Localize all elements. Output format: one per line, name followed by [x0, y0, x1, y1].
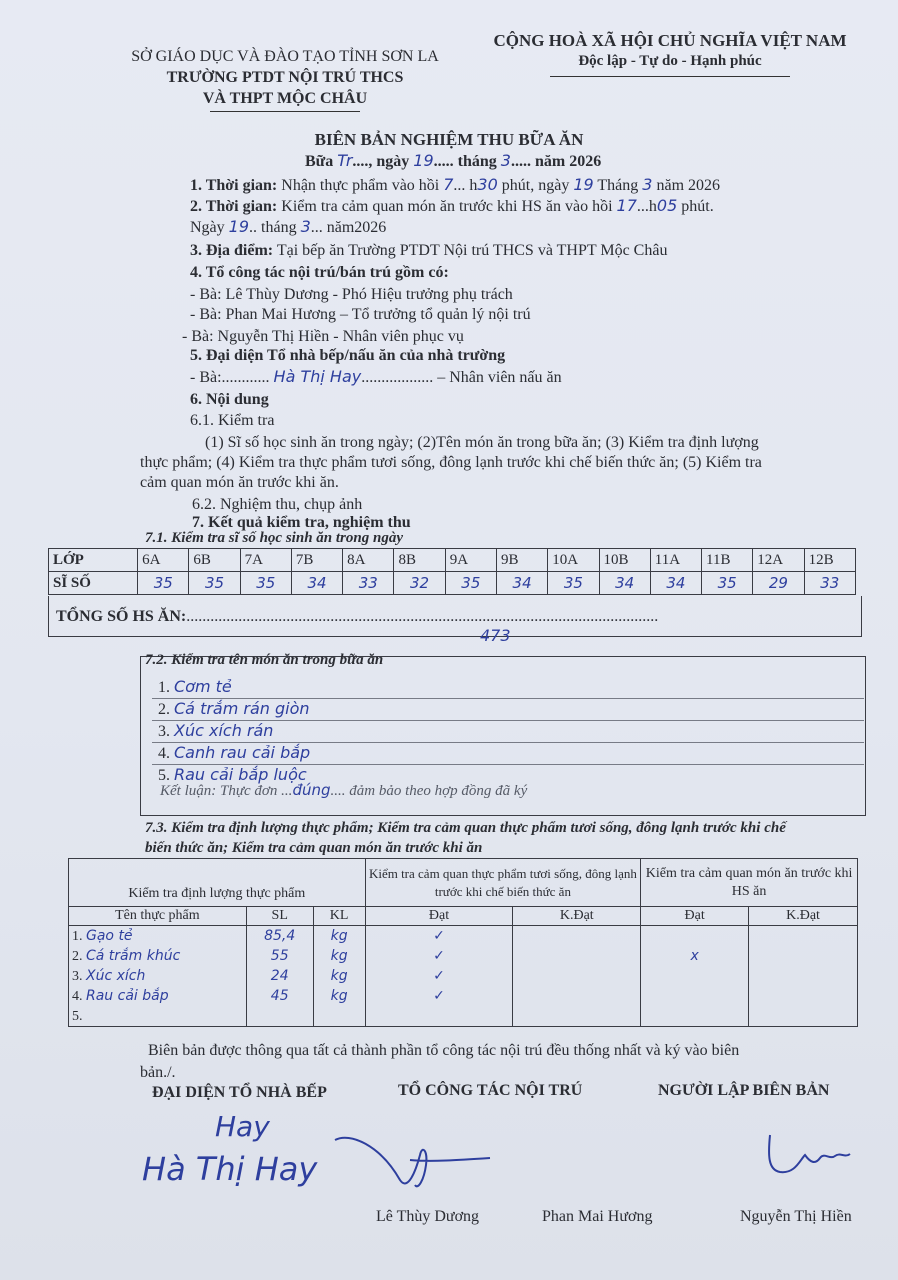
motto: Độc lập - Tự do - Hạnh phúc [578, 53, 762, 69]
food-kl: kg [313, 966, 365, 986]
conclusion-a: Kết luận: Thực đơn ... [160, 783, 293, 799]
food-num: 4. [72, 988, 83, 1004]
item-6-1: 6.1. Kiểm tra [190, 412, 275, 429]
item-5-prefix: - Bà: [190, 369, 222, 386]
food-name-cell [69, 1006, 247, 1027]
item-1-label: 1. Thời gian: [190, 177, 278, 194]
count-row [49, 572, 856, 595]
header-dat-1: Đạt [365, 907, 513, 926]
meal-month-dots: ..... [510, 153, 531, 170]
food-sl: 55 [246, 946, 313, 966]
menu-item-text: Xúc xích rán [174, 721, 274, 740]
item-2-day: 19 [228, 217, 250, 236]
class-cell: 12B [804, 549, 855, 572]
food-num: 5. [72, 1008, 83, 1024]
class-cell: 9A [445, 549, 496, 572]
menu-item-num: 2. [158, 701, 170, 718]
class-cell: 10A [548, 549, 599, 572]
item-2-text: Kiểm tra cảm quan món ăn trước khi HS ăn vào hồi [281, 198, 613, 215]
food-check-table [68, 858, 858, 1027]
food-dat: ✓ [365, 966, 513, 986]
count-cell: 35 [548, 572, 599, 595]
count-row-label: SĨ SỐ [49, 572, 138, 595]
item-5-line: - Bà:............ Hà Thị Hay.................. – Nhân viên nấu ăn [190, 367, 562, 386]
food-sl: 24 [246, 966, 313, 986]
menu-conclusion [160, 780, 527, 802]
header-name: Tên thực phẩm [69, 907, 247, 926]
item-2-h: ...h [636, 198, 657, 215]
item-3-text: Tại bếp ăn Trường PTDT Nội trú THCS và THPT Mộc Châu [276, 242, 668, 259]
item-6-para-1: (1) Sĩ số học sinh ăn trong ngày; (2)Tên món ăn trong bữa ăn; (3) Kiểm tra định lượng [205, 434, 759, 451]
total-value: 473 [480, 626, 511, 645]
item-3-label: 3. Địa điểm: [190, 242, 274, 259]
meal-value: Tr [337, 151, 353, 170]
header-cooked: Kiểm tra cảm quan món ăn trước khi HS ăn [641, 859, 858, 907]
cook-name: Hà Thị Hay [273, 367, 362, 386]
section-7-3-title-1: 7.3. Kiểm tra định lượng thực phẩm; Kiểm tra cảm quan thực phẩm tươi sống, đông lạnh trước khi chế [145, 820, 786, 836]
school-name-1: TRƯỜNG PTDT NỘI TRÚ THCS [166, 69, 404, 86]
count-cell: 34 [291, 572, 342, 595]
signature-title-committee: TỔ CÔNG TÁC NỘI TRÚ [398, 1082, 583, 1099]
food-kl: kg [313, 926, 365, 947]
member-1: - Bà: Lê Thùy Dương - Phó Hiệu trưởng phụ trách [190, 286, 513, 303]
count-cell: 35 [138, 572, 189, 595]
item-5-label: 5. Đại diện Tổ nhà bếp/nấu ăn của nhà trường [190, 347, 506, 364]
food-dat: ✓ [365, 926, 513, 947]
food-kl: kg [313, 946, 365, 966]
author-signature-icon [760, 1130, 860, 1180]
header-sl: SL [246, 907, 313, 926]
item-1-month-label: Tháng [597, 177, 639, 194]
item-2 [190, 187, 714, 217]
class-cell: 6A [138, 549, 189, 572]
document-title: BIÊN BẢN NGHIỆM THU BỮA ĂN [314, 130, 584, 149]
item-1-hour: 7 [443, 175, 454, 194]
item-2-text-b: phút. [681, 198, 714, 215]
item-1-h: ... h [453, 177, 478, 194]
menu-item-text: Cơm tẻ [174, 677, 232, 696]
item-2-month-label: tháng [261, 219, 297, 236]
item-2-date: Ngày 19.. tháng 3... năm2026 [190, 217, 387, 236]
food-num: 2. [72, 948, 83, 964]
header-dat-2: Đạt [641, 907, 749, 926]
food-name-cell [69, 946, 247, 966]
section-7-1-title: 7.1. Kiểm tra sĩ số học sinh ăn trong ngày [145, 530, 403, 546]
count-cell: 34 [496, 572, 547, 595]
header-left-underline [210, 111, 360, 112]
class-cell: 10B [599, 549, 650, 572]
count-cell: 33 [343, 572, 394, 595]
item-1-year: năm 2026 [656, 177, 721, 194]
menu-item-num: 3. [158, 723, 170, 740]
header-kdat-1: K.Đạt [513, 907, 641, 926]
class-cell: 12A [753, 549, 804, 572]
food-kdat-cell [513, 926, 641, 1027]
item-6-para-2: thực phẩm; (4) Kiểm tra thực phẩm tươi sống, đông lạnh trước khi chế biến thức ăn; (5) Kiểm tra [140, 454, 762, 471]
food-dat: ✓ [365, 986, 513, 1006]
menu-item-num: 1. [158, 679, 170, 696]
meal-day-label: ngày [376, 153, 410, 170]
item-5-suffix: – Nhân viên nấu ăn [437, 369, 562, 386]
item-2-hour: 17 [616, 196, 637, 215]
signer-name-3: Nguyễn Thị Hiền [740, 1208, 852, 1225]
item-1-text: Nhận thực phẩm vào hồi [281, 177, 440, 194]
count-cell: 29 [753, 572, 804, 595]
conclusion-value: đúng [292, 781, 331, 799]
signature-title-author: NGƯỜI LẬP BIÊN BẢN [658, 1082, 830, 1099]
item-3 [190, 240, 667, 261]
header-fresh: Kiểm tra cảm quan thực phẩm tươi sống, đông lạnh trước khi chế biến thức ăn [365, 859, 641, 907]
meal-month: 3 [500, 151, 511, 170]
table-header-row [69, 859, 858, 907]
table-subheader-row [69, 907, 858, 926]
count-cell: 33 [804, 572, 855, 595]
menu-item-num: 5. [158, 767, 170, 784]
menu-item [158, 720, 273, 742]
food-name-cell [69, 986, 247, 1006]
meal-prefix: Bữa [305, 153, 334, 170]
cooked-kdat-cell [749, 926, 858, 1027]
food-name: Rau cải bắp [86, 987, 169, 1004]
class-cell: 11B [702, 549, 753, 572]
class-cell: 8B [394, 549, 445, 572]
count-cell: 35 [445, 572, 496, 595]
food-dat [365, 1006, 513, 1027]
item-2-year: năm2026 [326, 219, 387, 236]
item-2-month: 3 [300, 217, 311, 236]
table-row [69, 926, 858, 947]
item-1-minute: 30 [477, 175, 498, 194]
food-num: 1. [72, 928, 83, 944]
food-kl: kg [313, 986, 365, 1006]
food-dat: ✓ [365, 946, 513, 966]
item-2-minute: 05 [656, 196, 678, 215]
class-cell: 7A [240, 549, 291, 572]
item-4-label: 4. Tổ công tác nội trú/bán trú gồm có: [190, 264, 449, 281]
signature-title-kitchen: ĐẠI DIỆN TỔ NHÀ BẾP [152, 1084, 327, 1101]
signer-name-1: Lê Thùy Dương [376, 1208, 480, 1225]
country-name: CỘNG HOÀ XÃ HỘI CHỦ NGHĨA VIỆT NAM [493, 31, 847, 50]
item-1-month: 3 [642, 175, 653, 194]
menu-item-text: Cá trắm rán giòn [174, 699, 310, 718]
item-1-text-b: phút, ngày [501, 177, 570, 194]
item-2-day-label: Ngày [190, 219, 225, 236]
item-2-label: 2. Thời gian: [190, 198, 278, 215]
food-name: Gạo tẻ [86, 927, 133, 944]
count-cell: 35 [702, 572, 753, 595]
meal-line [305, 150, 601, 172]
class-cell: 11A [650, 549, 701, 572]
count-cell: 35 [189, 572, 240, 595]
meal-day-dots: ..... [433, 153, 454, 170]
dept-name: SỞ GIÁO DỤC VÀ ĐÀO TẠO TỈNH SƠN LA [131, 48, 439, 65]
menu-item-text: Rau cải bắp luộc [174, 765, 307, 784]
class-cell: 7B [291, 549, 342, 572]
header-right [480, 30, 860, 77]
class-cell: 8A [343, 549, 394, 572]
school-name-2: VÀ THPT MỘC CHÂU [202, 90, 368, 107]
conclusion-b: .... đảm bảo theo hợp đồng đã ký [330, 783, 528, 799]
header-kdat-2: K.Đạt [749, 907, 858, 926]
class-row-label: LỚP [49, 549, 138, 572]
meal-day: 19 [413, 151, 434, 170]
total-label: TỔNG SỐ HS ĂN: [56, 608, 187, 625]
food-sl: 45 [246, 986, 313, 1006]
signer-name-2: Phan Mai Hương [542, 1208, 653, 1225]
section-7-2-title: 7.2. Kiểm tra tên món ăn trong bữa ăn [145, 652, 384, 668]
food-sl [246, 1006, 313, 1027]
closing-line-1: Biên bản được thông qua tất cả thành phần tổ công tác nội trú đều thống nhất và ký vào biên [148, 1042, 740, 1059]
meal-month-label: tháng [457, 153, 497, 170]
class-cell: 6B [189, 549, 240, 572]
food-name: Cá trắm khúc [86, 947, 181, 964]
total-line: TỔNG SỐ HS ĂN:...................................................................................................................... [56, 608, 659, 625]
food-name: Xúc xích [86, 967, 146, 984]
cooked-dat: x [641, 926, 749, 1027]
closing-line-2: bản./. [140, 1064, 176, 1081]
item-1-day: 19 [573, 175, 594, 194]
class-cell: 9B [496, 549, 547, 572]
count-cell: 32 [394, 572, 445, 595]
kitchen-signature-full: Hà Thị Hay [142, 1150, 318, 1188]
item-6-2: 6.2. Nghiệm thu, chụp ảnh [192, 496, 363, 513]
header-left [100, 46, 470, 112]
member-3: - Bà: Nguyễn Thị Hiền - Nhân viên phục vụ [182, 328, 464, 345]
member-2: - Bà: Phan Mai Hương – Tổ trưởng tổ quản lý nội trú [190, 306, 531, 323]
item-7-label: 7. Kết quả kiểm tra, nghiệm thu [192, 514, 411, 531]
committee-signature-icon [330, 1130, 500, 1200]
header-kl: KL [313, 907, 365, 926]
count-cell: 34 [650, 572, 701, 595]
meal-dots: ...., [352, 153, 373, 170]
kitchen-signature-short: Hay [215, 1110, 270, 1143]
food-num: 3. [72, 968, 83, 984]
meal-year: năm 2026 [534, 153, 602, 170]
header-quantity: Kiểm tra định lượng thực phẩm [69, 859, 366, 907]
food-sl: 85,4 [246, 926, 313, 947]
class-row [49, 549, 856, 572]
class-count-table [48, 548, 856, 595]
menu-item-num: 4. [158, 745, 170, 762]
item-6-label: 6. Nội dung [190, 391, 269, 408]
food-name-cell [69, 966, 247, 986]
menu-item [158, 676, 232, 698]
section-7-3-title-2: biến thức ăn; Kiểm tra cảm quan món ăn trước khi ăn [145, 840, 483, 856]
motto-underline [550, 76, 790, 77]
count-cell: 34 [599, 572, 650, 595]
item-6-para-3: cảm quan món ăn trước khi ăn. [140, 474, 339, 491]
menu-item-text: Canh rau cải bắp [174, 743, 311, 762]
count-cell: 35 [240, 572, 291, 595]
menu-item [158, 698, 310, 720]
menu-item [158, 742, 310, 764]
food-kl [313, 1006, 365, 1027]
food-name-cell [69, 926, 247, 947]
